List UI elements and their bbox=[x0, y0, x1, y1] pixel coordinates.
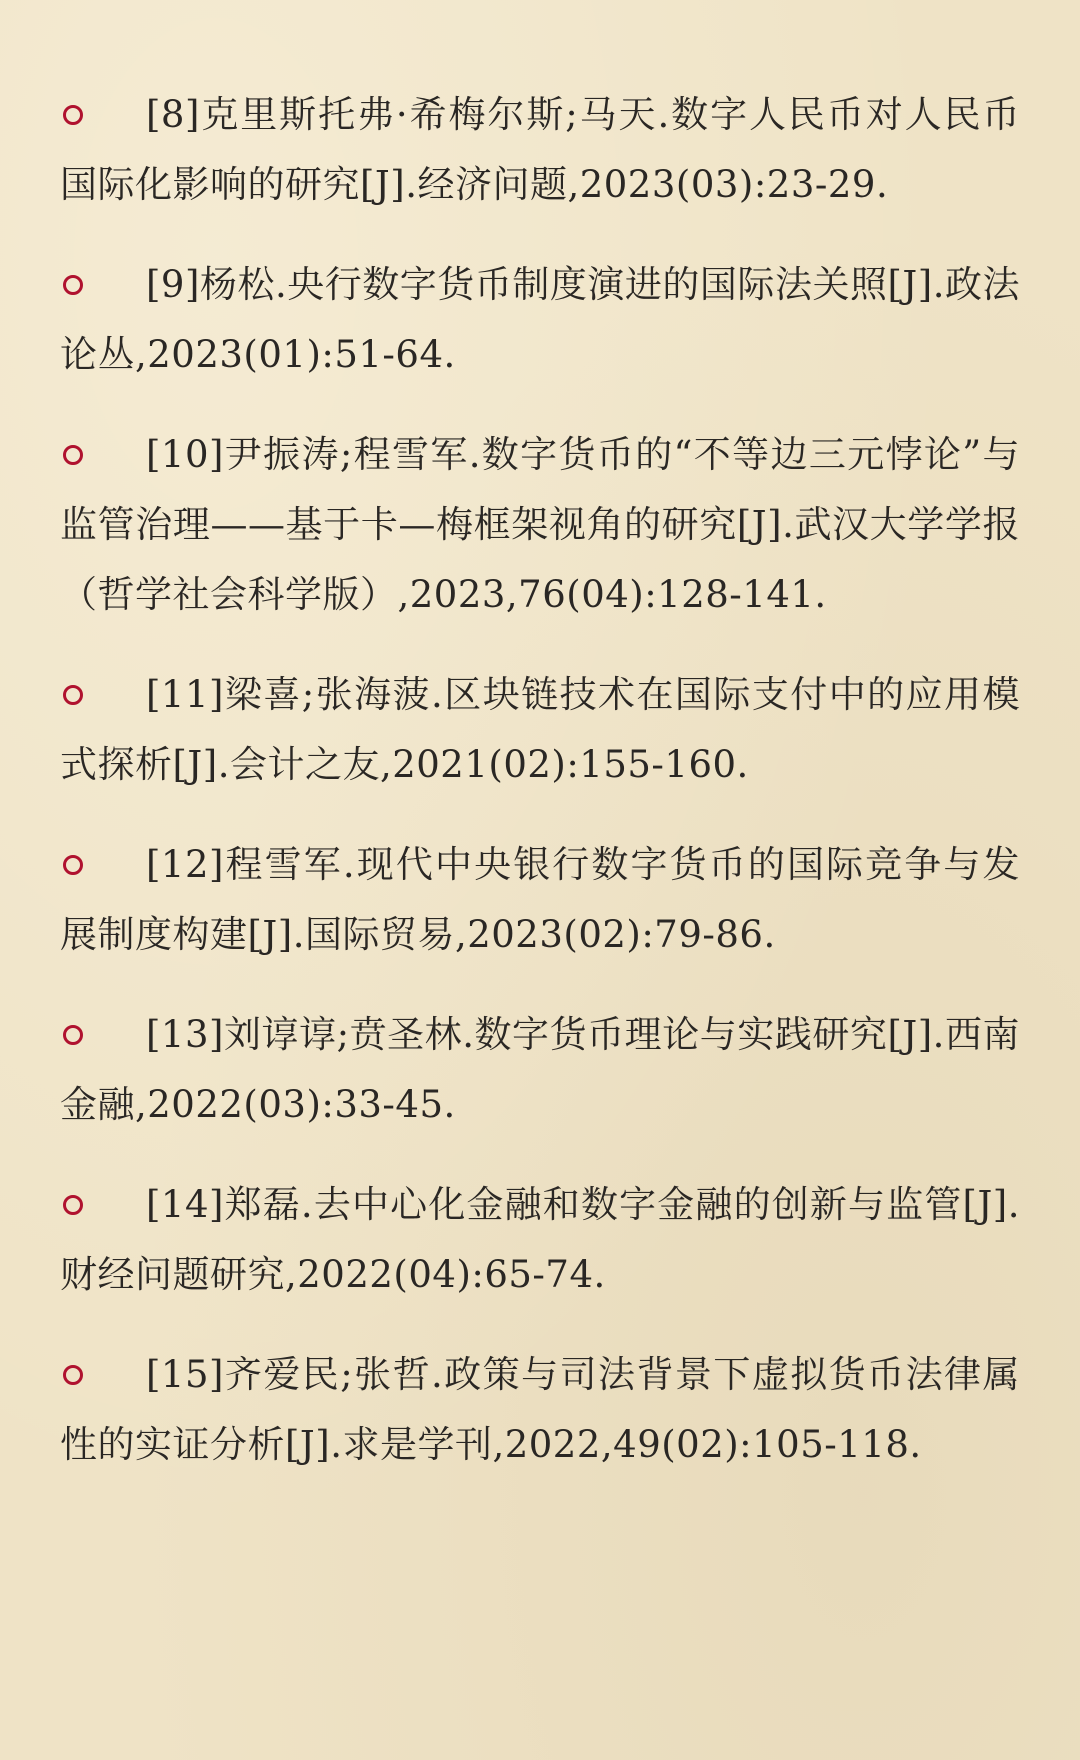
reference-item bbox=[60, 250, 1020, 390]
reference-item bbox=[60, 80, 1020, 220]
reference-item bbox=[60, 660, 1020, 800]
reference-text: [14]郑磊.去中心化金融和数字金融的创新与监管[J].财经问题研究,2022(04):65-74. bbox=[60, 1183, 1020, 1296]
reference-item bbox=[60, 1170, 1020, 1310]
reference-text: [8]克里斯托弗·希梅尔斯;马天.数字人民币对人民币国际化影响的研究[J].经济问题,2023(03):23-29. bbox=[60, 93, 1020, 206]
reference-text: [12]程雪军.现代中央银行数字货币的国际竞争与发展制度构建[J].国际贸易,2023(02):79-86. bbox=[60, 843, 1020, 956]
reference-text: [9]杨松.央行数字货币制度演进的国际法关照[J].政法论丛,2023(01):51-64. bbox=[60, 263, 1020, 376]
reference-text: [15]齐爱民;张哲.政策与司法背景下虚拟货币法律属性的实证分析[J].求是学刊,2022,49(02):105-118. bbox=[60, 1353, 1020, 1466]
circle-bullet-icon bbox=[63, 1025, 83, 1045]
reference-text: [11]梁喜;张海菠.区块链技术在国际支付中的应用模式探析[J].会计之友,2021(02):155-160. bbox=[60, 673, 1020, 786]
reference-list bbox=[60, 80, 1020, 1480]
circle-bullet-icon bbox=[63, 685, 83, 705]
circle-bullet-icon bbox=[63, 1365, 83, 1385]
reference-text: [10]尹振涛;程雪军.数字货币的“不等边三元悖论”与监管治理——基于卡—梅框架视角的研究[J].武汉大学学报（哲学社会科学版）,2023,76(04):128-141. bbox=[60, 433, 1020, 616]
circle-bullet-icon bbox=[63, 855, 83, 875]
circle-bullet-icon bbox=[63, 105, 83, 125]
reference-item bbox=[60, 830, 1020, 970]
circle-bullet-icon bbox=[63, 1195, 83, 1215]
reference-item bbox=[60, 420, 1020, 630]
reference-text: [13]刘谆谆;贲圣林.数字货币理论与实践研究[J].西南金融,2022(03):33-45. bbox=[60, 1013, 1020, 1126]
reference-item bbox=[60, 1340, 1020, 1480]
circle-bullet-icon bbox=[63, 275, 83, 295]
reference-item bbox=[60, 1000, 1020, 1140]
circle-bullet-icon bbox=[63, 445, 83, 465]
